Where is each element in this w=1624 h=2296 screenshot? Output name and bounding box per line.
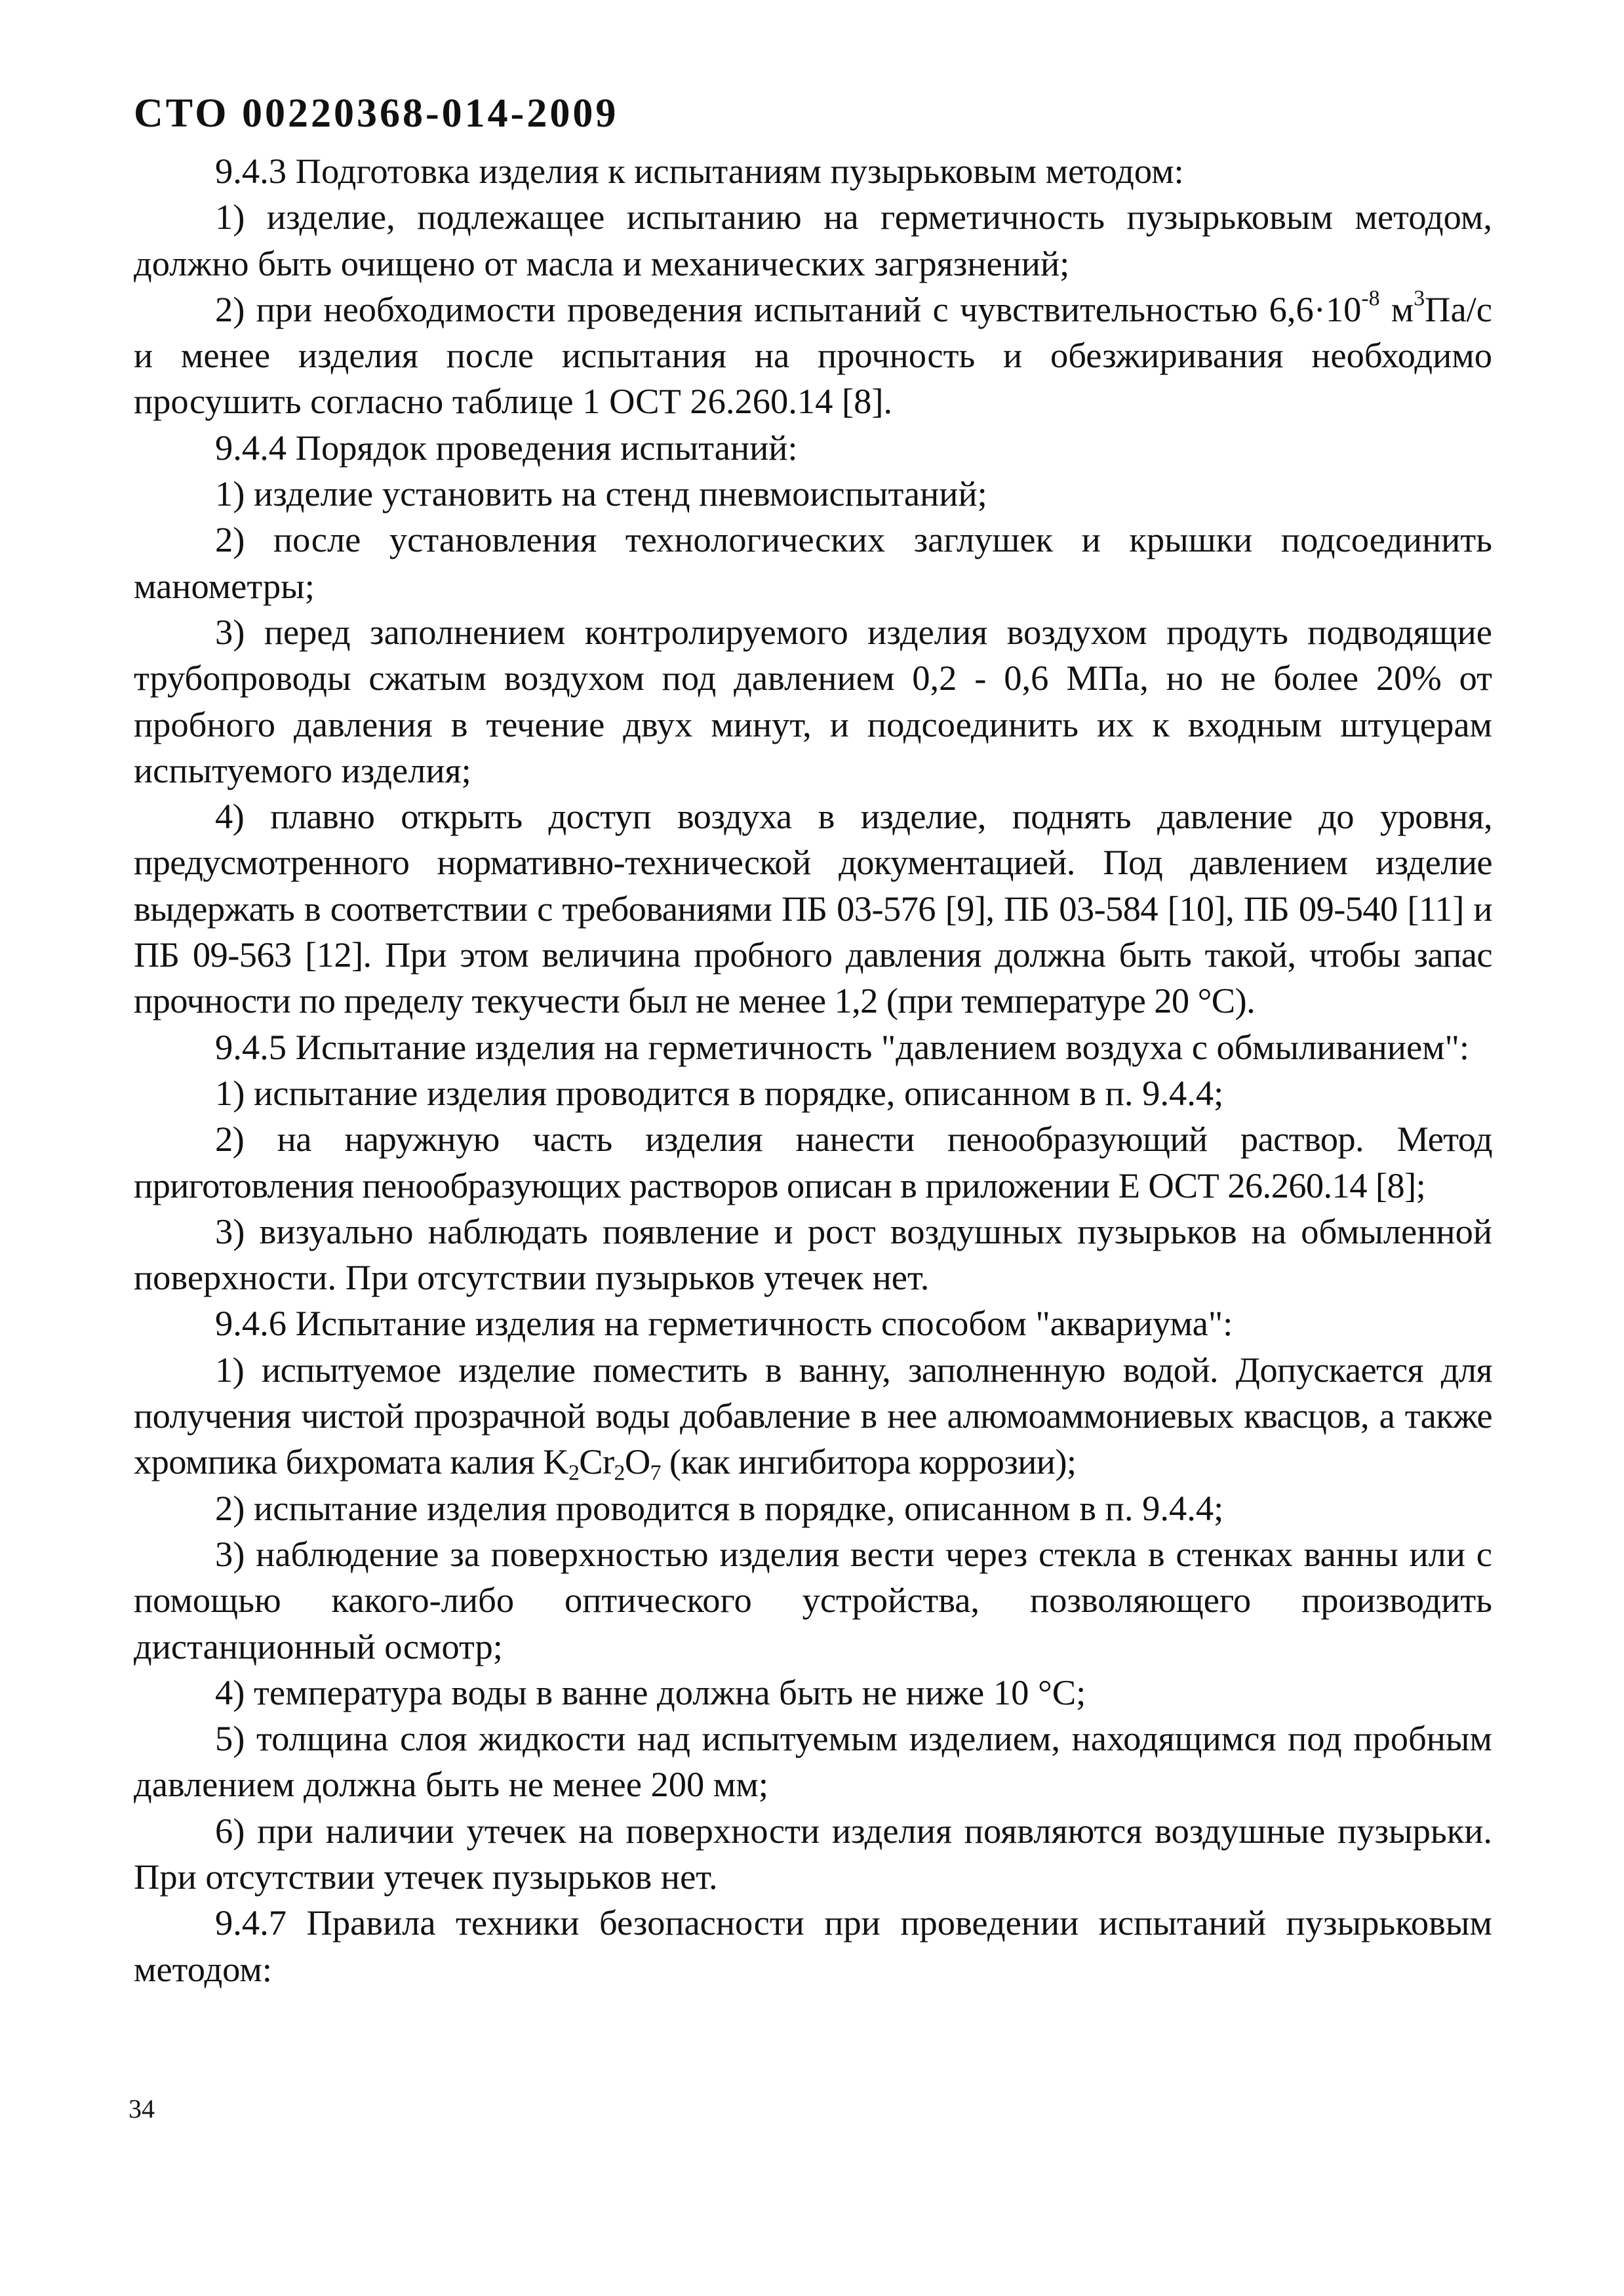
- paragraph-9-4-5: 9.4.5 Испытание изделия на герметичность "давлением воздуха с обмыливанием":: [215, 1026, 1470, 1067]
- paragraph-9-4-6-item-1: [134, 1347, 1492, 1485]
- paragraph-9-4-3: 9.4.3 Подготовка изделия к испытаниям пузырьковым методом:: [215, 151, 1184, 191]
- paragraph-9-4-6: 9.4.6 Испытание изделия на герметичность способом "аквариума":: [215, 1303, 1233, 1344]
- paragraph-9-4-6-item-4: 4) температура воды в ванне должна быть не ниже 10 °С;: [215, 1672, 1086, 1712]
- paragraph-9-4-4: 9.4.4 Порядок проведения испытаний:: [215, 427, 798, 468]
- item-text: (как ингибитора коррозии);: [660, 1441, 1077, 1482]
- paragraph-9-4-6-item-2: 2) испытание изделия проводится в порядке, описанном в п. 9.4.4;: [215, 1487, 1224, 1528]
- paragraph-9-4-5-item-1: 1) испытание изделия проводится в порядке, описанном в п. 9.4.4;: [215, 1072, 1224, 1113]
- item-text: м: [1379, 289, 1414, 329]
- item-text: 1) испытуемое изделие поместить в ванну, заполненную водой. Допускается для получения чистой прозрачной воды добавление в нее алюмоаммониевых квасцов, а также хромпика бихромата калия K: [134, 1349, 1492, 1482]
- item-text: Па/с и менее изделия после испытания на прочность и обезжиривания необходимо просушить согласно таблице 1 ОСТ 26.260.14 [8].: [134, 289, 1492, 422]
- subscript: 7: [650, 1460, 661, 1485]
- item-text: 2) при необходимости проведения испытаний с чувствительностью 6,6·10: [215, 289, 1362, 329]
- exponent: 3: [1414, 286, 1425, 311]
- item-text: O: [624, 1441, 650, 1482]
- paragraph-9-4-3-item-2: [134, 287, 1492, 425]
- paragraph-9-4-6-item-3: 3) наблюдение за поверхностью изделия вести через стекла в стенках ванны или с помощью какого-либо оптического устройства, позволяющего производить дистанционный осмотр;: [134, 1533, 1492, 1666]
- subscript: 2: [614, 1460, 625, 1485]
- paragraph-9-4-6-item-5: 5) толщина слоя жидкости над испытуемым изделием, находящимся под пробным давлением должна быть не менее 200 мм;: [134, 1718, 1492, 1805]
- item-text: Cr: [579, 1441, 614, 1482]
- paragraph-9-4-4-item-1: 1) изделие установить на стенд пневмоиспытаний;: [215, 473, 987, 514]
- subscript: 2: [568, 1460, 580, 1485]
- paragraph-9-4-4-item-3: 3) перед заполнением контролируемого изделия воздухом продуть подводящие трубопроводы сжатым воздухом под давлением 0,2 - 0,6 МПа, но не более 20% от пробного давления в течение двух минут, и подсоединить их к входным штуцерам испытуемого изделия;: [134, 611, 1492, 790]
- paragraph-9-4-4-item-2: 2) после установления технологических заглушек и крышки подсоединить манометры;: [134, 519, 1492, 606]
- page-number: 34: [129, 2094, 155, 2124]
- paragraph-9-4-5-item-3: 3) визуально наблюдать появление и рост воздушных пузырьков на обмыленной поверхности. При отсутствии пузырьков утечек нет.: [134, 1211, 1492, 1298]
- paragraph-9-4-3-item-1: 1) изделие, подлежащее испытанию на герметичность пузырьковым методом, должно быть очищено от масла и механических загрязнений;: [134, 197, 1492, 283]
- paragraph-9-4-5-item-2: 2) на наружную часть изделия нанести пенообразующий раствор. Метод приготовления пенообразующих растворов описан в приложении Е ОСТ 26.260.14 [8];: [134, 1119, 1492, 1205]
- paragraph-9-4-6-item-6: 6) при наличии утечек на поверхности изделия появляются воздушные пузырьки. При отсутствии утечек пузырьков нет.: [134, 1810, 1492, 1897]
- paragraph-9-4-7: 9.4.7 Правила техники безопасности при проведении испытаний пузырьковым методом:: [134, 1903, 1492, 1989]
- exponent: -8: [1361, 286, 1380, 311]
- document-body: [134, 148, 1492, 1992]
- document-code-header: СТО 00220368-014-2009: [134, 91, 619, 136]
- paragraph-9-4-4-item-4: 4) плавно открыть доступ воздуха в изделие, поднять давление до уровня, предусмотренного нормативно-технической документацией. Под давлением изделие выдержать в соответствии с требованиями ПБ 03-576 [9], ПБ 03-584 [10], ПБ 09-540 [11] и ПБ 09-563 [12]. При этом величина пробного давления должна быть такой, чтобы запас прочности по пределу текучести был не менее 1,2 (при температуре 20 °С).: [134, 796, 1492, 1021]
